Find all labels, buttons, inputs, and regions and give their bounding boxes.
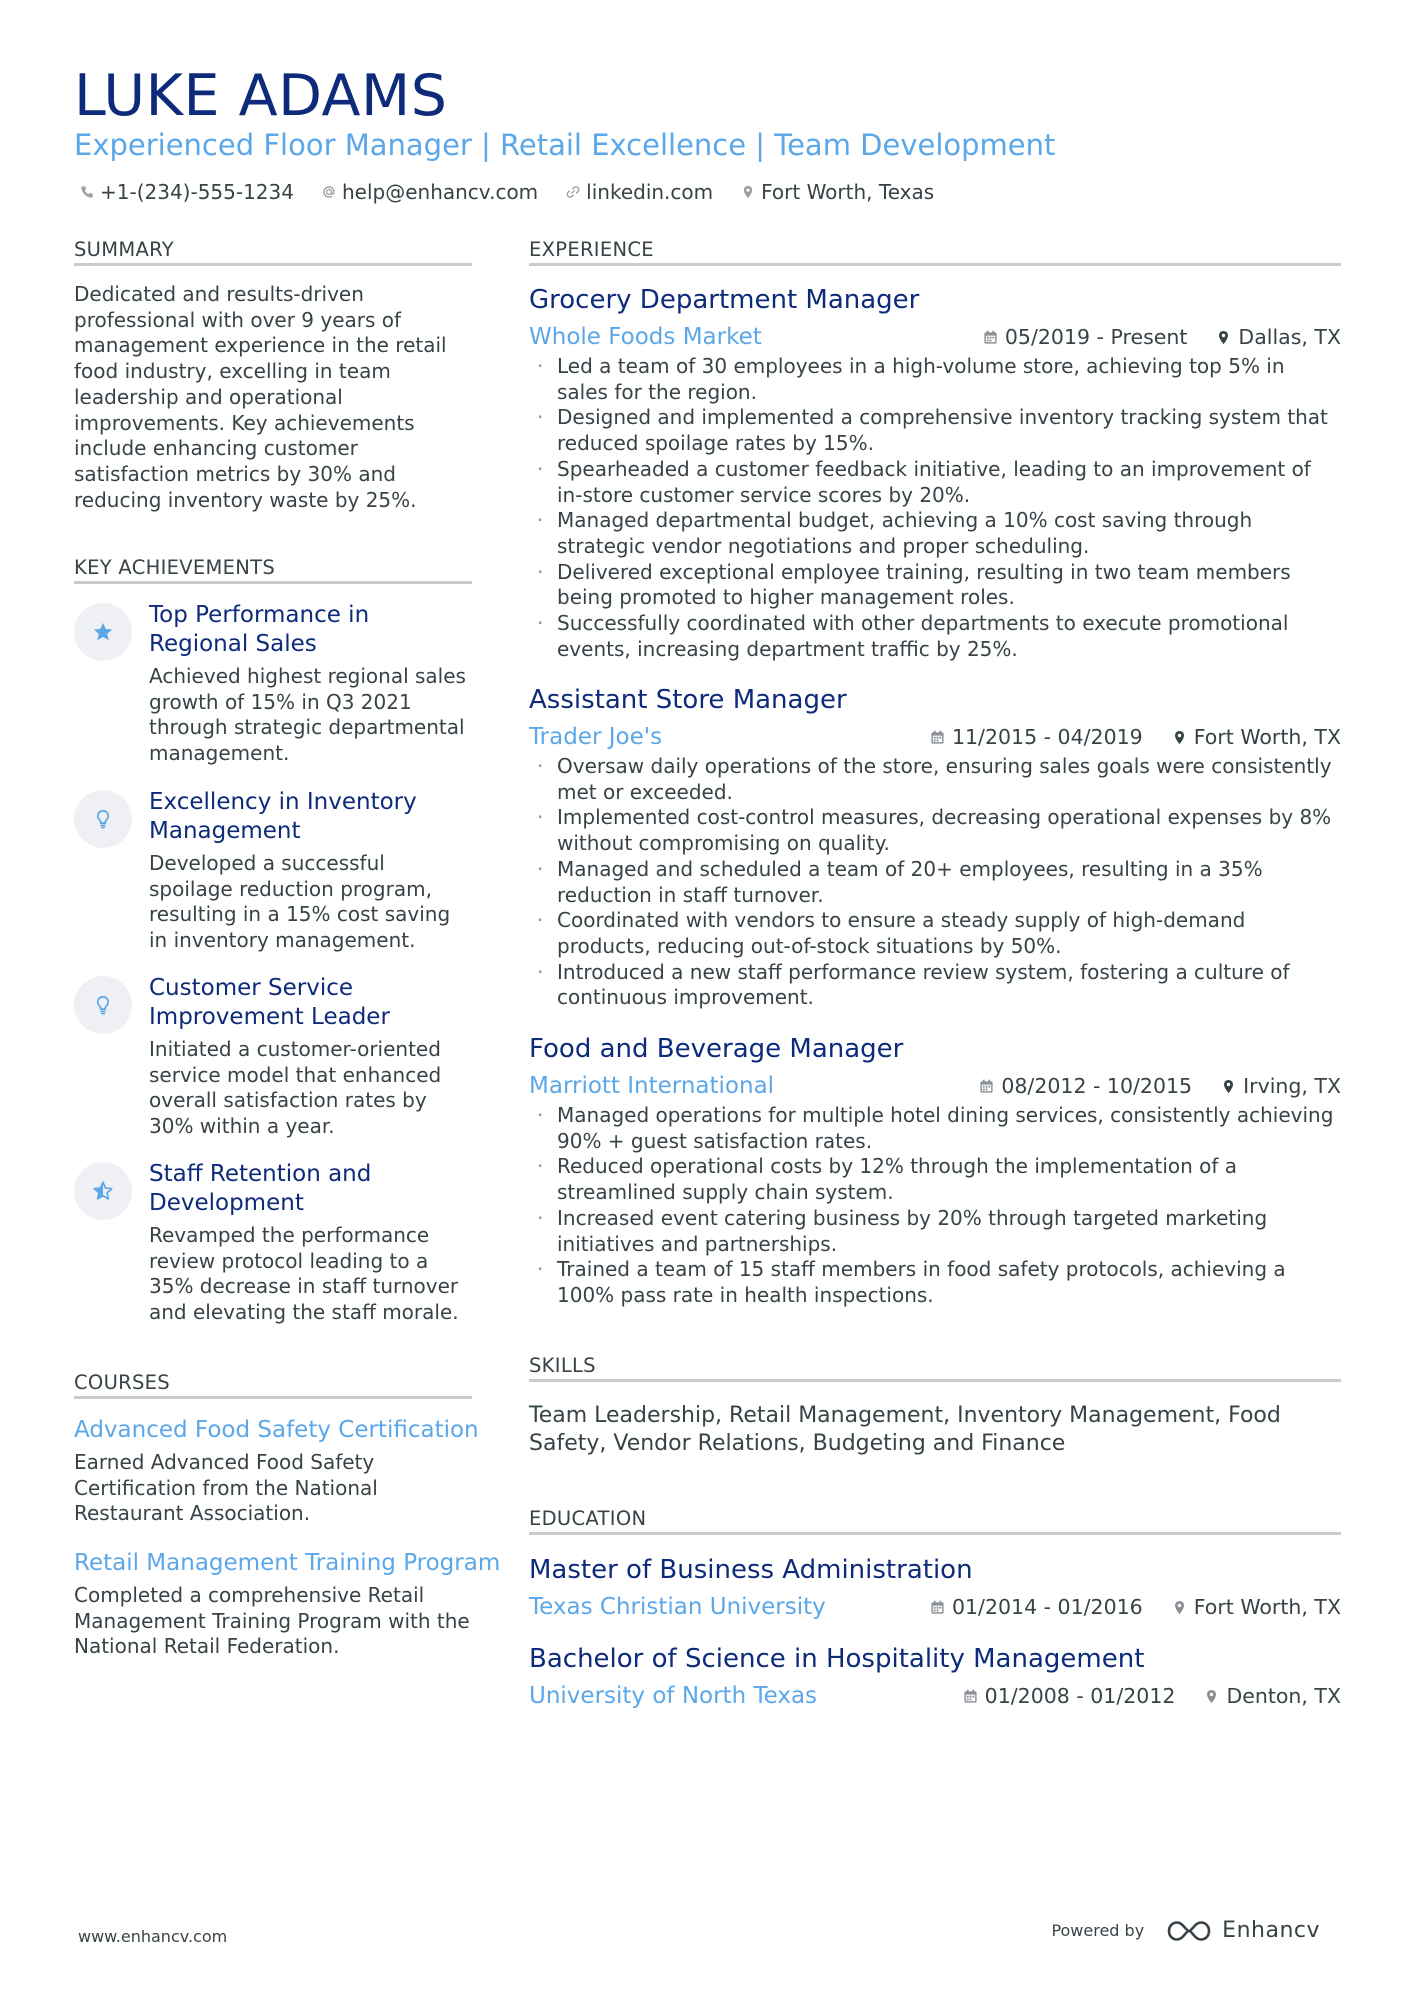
course-title: Retail Management Training Program — [74, 1550, 501, 1576]
job-company: Whole Foods Market — [529, 324, 762, 350]
education-degree: Master of Business Administration — [529, 1555, 973, 1585]
job-location-text: Irving, TX — [1243, 1074, 1341, 1098]
achievement-icon-wrap — [74, 603, 132, 661]
job-title: Food and Beverage Manager — [529, 1034, 904, 1064]
job-bullet: · Implemented cost-control measures, decreasing operational expenses by 8% without compromising on quality. — [529, 805, 1341, 856]
job-dates — [983, 323, 1188, 351]
calendar-icon — [963, 1689, 978, 1704]
course-title: Advanced Food Safety Certification — [74, 1417, 479, 1443]
job-bullet: · Trained a team of 15 staff members in food safety protocols, achieving a 100% pass rate in health inspections. — [529, 1257, 1341, 1308]
footer-branding — [1051, 1918, 1320, 1943]
enhancv-logo-icon — [1166, 1919, 1212, 1943]
candidate-name: LUKE ADAMS — [74, 63, 448, 129]
job-bullets — [529, 754, 1341, 1011]
skills-text: Team Leadership, Retail Management, Inventory Management, Food Safety, Vendor Relations, Budgeting and Finance — [529, 1403, 1281, 1456]
job-bullet: · Increased event catering business by 20% through targeted marketing initiatives and partnerships. — [529, 1206, 1341, 1257]
job-dates — [979, 1072, 1192, 1100]
job-dates-text: 08/2012 - 10/2015 — [1001, 1074, 1193, 1098]
map-pin-icon — [1172, 730, 1187, 745]
job-bullets — [529, 1103, 1341, 1309]
job-bullet: · Designed and implemented a comprehensive inventory tracking system that reduced spoilage rates by 15%. — [529, 405, 1341, 456]
contact-location — [741, 178, 934, 206]
achievements-heading: KEY ACHIEVEMENTS — [74, 556, 276, 579]
job-dates-text: 11/2015 - 04/2019 — [951, 725, 1143, 749]
job-location-text: Dallas, TX — [1238, 325, 1341, 349]
skills-divider — [529, 1379, 1341, 1382]
job-dates-text: 05/2019 - Present — [1004, 325, 1188, 349]
job-title: Grocery Department Manager — [529, 285, 920, 315]
linkedin-text: linkedin.com — [586, 180, 714, 204]
lightbulb-icon — [92, 994, 114, 1016]
achievement-description: Initiated a customer-oriented service model that enhanced overall satisfaction rates by 30% within a year. — [149, 1037, 442, 1139]
job-bullet: · Oversaw daily operations of the store, ensuring sales goals were consistently met or exceeded. — [529, 754, 1341, 805]
map-pin-icon — [1204, 1689, 1219, 1704]
achievement-description: Developed a successful spoilage reduction program, resulting in a 15% cost saving in inventory management. — [149, 851, 451, 953]
job-company: Trader Joe's — [529, 724, 663, 750]
achievement-item — [74, 788, 474, 958]
education-degree: Bachelor of Science in Hospitality Management — [529, 1644, 1145, 1674]
job-bullet: · Led a team of 30 employees in a high-volume store, achieving top 5% in sales for the region. — [529, 354, 1341, 405]
phone-icon — [80, 185, 94, 199]
job-bullet: · Managed departmental budget, achieving a 10% cost saving through strategic vendor negotiations and proper scheduling. — [529, 508, 1341, 559]
job-meta — [983, 323, 1341, 351]
education-meta — [930, 1593, 1341, 1621]
experience-heading: EXPERIENCE — [529, 238, 654, 261]
contact-bar — [80, 178, 934, 206]
calendar-icon — [930, 730, 945, 745]
job-title: Assistant Store Manager — [529, 685, 847, 715]
job-company: Marriott International — [529, 1073, 775, 1099]
education-location — [1172, 1593, 1341, 1621]
education-meta — [963, 1682, 1341, 1710]
at-icon — [322, 185, 336, 199]
courses-divider — [74, 1396, 472, 1399]
brand-name: Enhancv — [1222, 1918, 1320, 1943]
location-text: Fort Worth, Texas — [761, 180, 935, 204]
achievement-title: Top Performance in Regional Sales — [149, 602, 370, 657]
achievement-item — [74, 974, 474, 1144]
footer-website[interactable]: www.enhancv.com — [78, 1927, 228, 1946]
link-icon — [566, 185, 580, 199]
email-text: help@enhancv.com — [341, 180, 539, 204]
job-location — [1216, 323, 1341, 351]
job-location — [1172, 723, 1341, 751]
job-bullet: · Successfully coordinated with other departments to execute promotional events, increasing department traffic by 25%. — [529, 611, 1341, 662]
education-school: University of North Texas — [529, 1683, 818, 1709]
achievement-description: Revamped the performance review protocol leading to a 35% decrease in staff turnover and elevating the staff morale. — [149, 1223, 459, 1325]
education-heading: EDUCATION — [529, 1507, 647, 1530]
achievement-icon-wrap — [74, 976, 132, 1034]
map-pin-icon — [1216, 330, 1231, 345]
achievement-item — [74, 1160, 474, 1330]
candidate-headline: Experienced Floor Manager | Retail Excellence | Team Development — [74, 128, 1056, 162]
education-dates-text: 01/2008 - 01/2012 — [984, 1684, 1176, 1708]
achievement-icon-wrap — [74, 790, 132, 848]
summary-heading: SUMMARY — [74, 238, 174, 261]
achievement-title: Customer Service Improvement Leader — [149, 975, 390, 1030]
summary-divider — [74, 263, 472, 266]
job-bullet: · Coordinated with vendors to ensure a steady supply of high-demand products, reducing out-of-stock situations by 50%. — [529, 908, 1341, 959]
map-pin-icon — [741, 185, 755, 199]
lightbulb-icon — [92, 808, 114, 830]
star-icon — [92, 621, 114, 643]
star-outline-icon — [92, 1180, 114, 1202]
brand-logo[interactable] — [1166, 1918, 1320, 1943]
education-location-text: Denton, TX — [1226, 1684, 1341, 1708]
phone-text: +1-(234)-555-1234 — [100, 180, 294, 204]
education-dates — [963, 1682, 1176, 1710]
job-bullet: · Managed operations for multiple hotel dining services, consistently achieving 90% + guest satisfaction rates. — [529, 1103, 1341, 1154]
summary-text: Dedicated and results-driven professional with over 9 years of management experience in the retail food industry, excelling in team leadership and operational improvements. Key achievements include enhancing customer satisfaction metrics by 30% and reducing inventory waste by 25%. — [74, 282, 447, 512]
achievement-description: Achieved highest regional sales growth of 15% in Q3 2021 through strategic departmental management. — [149, 664, 466, 766]
achievement-title: Staff Retention and Development — [149, 1161, 372, 1216]
calendar-icon — [930, 1600, 945, 1615]
achievement-item — [74, 601, 474, 771]
course-description: Earned Advanced Food Safety Certification from the National Restaurant Association. — [74, 1450, 378, 1526]
education-dates-text: 01/2014 - 01/2016 — [951, 1595, 1143, 1619]
achievement-icon-wrap — [74, 1162, 132, 1220]
contact-phone[interactable] — [80, 178, 294, 206]
job-meta — [930, 723, 1341, 751]
map-pin-icon — [1172, 1600, 1187, 1615]
job-bullets — [529, 354, 1341, 662]
contact-email[interactable] — [322, 178, 538, 206]
achievements-divider — [74, 581, 472, 584]
education-location — [1204, 1682, 1341, 1710]
calendar-icon — [983, 330, 998, 345]
job-bullet: · Reduced operational costs by 12% through the implementation of a streamlined supply chain system. — [529, 1154, 1341, 1205]
job-bullet: · Managed and scheduled a team of 20+ employees, resulting in a 35% reduction in staff turnover. — [529, 857, 1341, 908]
job-dates — [930, 723, 1143, 751]
contact-linkedin[interactable] — [566, 178, 713, 206]
education-location-text: Fort Worth, TX — [1193, 1595, 1341, 1619]
education-divider — [529, 1532, 1341, 1535]
skills-heading: SKILLS — [529, 1354, 596, 1377]
experience-divider — [529, 263, 1341, 266]
job-bullet: · Spearheaded a customer feedback initiative, leading to an improvement of in-store customer service scores by 20%. — [529, 457, 1341, 508]
job-meta — [979, 1072, 1341, 1100]
job-location-text: Fort Worth, TX — [1193, 725, 1341, 749]
map-pin-icon — [1221, 1079, 1236, 1094]
courses-heading: COURSES — [74, 1371, 170, 1394]
education-school: Texas Christian University — [529, 1594, 826, 1620]
job-location — [1221, 1072, 1341, 1100]
achievement-title: Excellency in Inventory Management — [149, 789, 417, 844]
job-bullet: · Introduced a new staff performance review system, fostering a culture of continuous improvement. — [529, 960, 1341, 1011]
powered-by-label: Powered by — [1051, 1921, 1145, 1940]
calendar-icon — [979, 1079, 994, 1094]
course-description: Completed a comprehensive Retail Management Training Program with the National Retail Federation. — [74, 1583, 470, 1659]
education-dates — [930, 1593, 1143, 1621]
job-bullet: · Delivered exceptional employee training, resulting in two team members being promoted to higher management roles. — [529, 560, 1341, 611]
